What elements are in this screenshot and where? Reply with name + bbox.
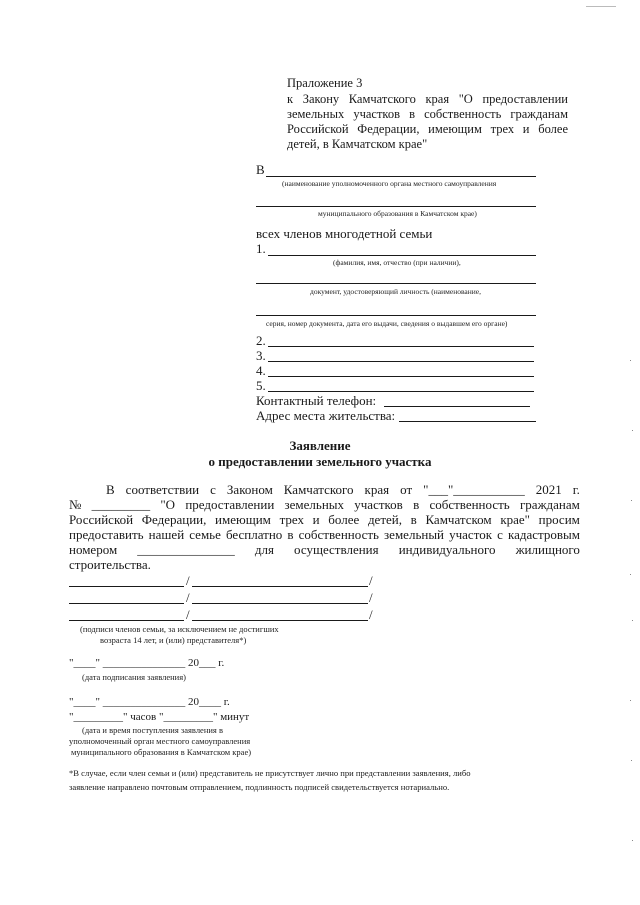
body-word: _________	[91, 497, 151, 512]
appendix-law-line4: детей, в Камчатском крае"	[287, 137, 428, 151]
date-signed-field[interactable]: "____" _______________ 20___ г.	[69, 657, 225, 669]
body-word: с	[210, 482, 216, 497]
body-word: _______________	[137, 542, 235, 557]
member-2-number: 2.	[256, 333, 266, 348]
body-line-1	[106, 482, 580, 498]
signature-slash-1b: /	[369, 573, 373, 588]
member-1-doc-caption: документ, удостоверяющий личность (наименование,	[310, 287, 481, 296]
signature-name-field-2[interactable]	[192, 603, 368, 604]
body-word: в	[413, 497, 420, 512]
addressee-caption2: муниципального образования в Камчатском крае)	[318, 209, 477, 218]
body-word: от	[400, 482, 413, 497]
body-word: собственность	[429, 497, 510, 512]
received-caption-3: муниципального образования в Камчатском крае)	[71, 747, 252, 757]
address-field[interactable]	[399, 421, 536, 422]
body-word: 2021	[535, 482, 562, 497]
member-1-series-field[interactable]	[256, 315, 536, 316]
member-1-series-caption: серия, номер документа, дата его выдачи, сведения о выдавшем его органе)	[266, 319, 508, 328]
signature-name-field-1[interactable]	[192, 586, 368, 587]
body-word: соответствии	[125, 482, 200, 497]
member-3-field[interactable]	[268, 361, 534, 362]
member-3-number: 3.	[256, 348, 266, 363]
signature-slash-3: /	[186, 607, 190, 622]
body-word: предоставлении	[185, 497, 275, 512]
date-signed-caption: (дата подписания заявления)	[82, 672, 186, 682]
body-word: жилищного	[515, 542, 580, 557]
body-word: и	[312, 512, 320, 527]
body-word: "О	[160, 497, 176, 512]
body-word: "___"___________	[423, 482, 525, 497]
signature-slash-2b: /	[369, 590, 373, 605]
body-line-5	[69, 542, 580, 558]
body-word: Камчатском	[425, 512, 492, 527]
signature-slash-2: /	[186, 590, 190, 605]
body-word: индивидуального	[398, 542, 496, 557]
footnote-line-2: заявление направлено почтовым отправлением, подлинность подписей свидетельствуется нотариально.	[69, 782, 450, 792]
body-word: В	[106, 482, 115, 497]
member-1-name-caption: (фамилия, имя, отчество (при наличии),	[333, 258, 461, 267]
body-word: детей,	[367, 512, 402, 527]
body-word: номером	[69, 542, 118, 557]
body-word: края	[364, 482, 390, 497]
member-5-field[interactable]	[268, 391, 534, 392]
appendix-law-line3: Российской Федерации, имеющим трех и более	[287, 122, 568, 136]
body-word: осуществления	[294, 542, 379, 557]
addressee-field-line1[interactable]	[266, 176, 536, 177]
document-subtitle: о предоставлении земельного участка	[208, 454, 432, 469]
appendix-law-line2: земельных участков в собственность гражданам	[287, 107, 568, 121]
member-2-field[interactable]	[268, 346, 534, 347]
addressee-caption1: (наименование уполномоченного органа местного самоуправления	[282, 179, 497, 188]
body-word: Камчатского	[283, 482, 354, 497]
body-line-2	[69, 497, 580, 513]
member-4-number: 4.	[256, 363, 266, 378]
body-word: для	[254, 542, 274, 557]
footnote-line-1: *В случае, если член семьи и (или) представитель не присутствует лично при представлении заявления, либо	[69, 768, 471, 778]
phone-label: Контактный телефон:	[256, 393, 377, 408]
body-word: трех	[279, 512, 305, 527]
member-5-number: 5.	[256, 378, 266, 393]
body-word: имеющим	[215, 512, 271, 527]
addressee-prefix: В	[256, 162, 265, 177]
appendix-number: Прaложение 3	[287, 76, 363, 90]
signature-slash-3b: /	[369, 607, 373, 622]
member-1-doc-field[interactable]	[256, 283, 536, 284]
body-word: крае"	[500, 512, 530, 527]
member-4-field[interactable]	[268, 376, 534, 377]
signatures-caption-1: (подписи членов семьи, за исключением не достигших	[80, 624, 279, 634]
family-heading: всех членов многодетной семьи	[256, 226, 433, 241]
signature-name-field-3[interactable]	[192, 620, 368, 621]
member-1-name-field[interactable]	[268, 255, 536, 256]
body-word: гражданам	[519, 497, 580, 512]
address-label: Адрес места жительства:	[256, 408, 396, 423]
time-received-field[interactable]: "_________" часов "_________" минут	[69, 711, 250, 723]
appendix-law-line1: к Закону Камчатского края "О предоставлении	[287, 92, 568, 106]
member-1-number: 1.	[256, 241, 266, 256]
signatures-caption-2: возраста 14 лет, и (или) представителя*)	[100, 635, 247, 645]
body-word: Законом	[226, 482, 273, 497]
addressee-field-line2[interactable]	[256, 206, 536, 207]
signature-field-3[interactable]	[69, 620, 184, 621]
received-caption-2: уполномоченный орган местного самоуправления	[69, 736, 251, 746]
body-word: земельных	[284, 497, 345, 512]
signature-slash-1: /	[186, 573, 190, 588]
signature-field-1[interactable]	[69, 586, 184, 587]
body-word: участков	[354, 497, 403, 512]
body-word: более	[328, 512, 360, 527]
document-title: Заявление	[289, 438, 351, 453]
body-word: г.	[572, 482, 580, 497]
phone-field[interactable]	[384, 406, 530, 407]
body-word: Российской	[69, 512, 134, 527]
signature-field-2[interactable]	[69, 603, 184, 604]
body-word: просим	[538, 512, 580, 527]
body-word: Федерации,	[141, 512, 207, 527]
date-received-field[interactable]: "____" _______________ 20____ г.	[69, 696, 230, 708]
body-line-4: предоставить нашей семье бесплатно в собственность земельный участок с кадастровым	[69, 527, 580, 542]
body-line-6: строительства.	[69, 557, 151, 572]
body-word: в	[410, 512, 417, 527]
body-word: №	[69, 497, 82, 512]
body-line-3	[69, 512, 580, 528]
received-caption-1: (дата и время поступления заявления в	[82, 725, 223, 735]
